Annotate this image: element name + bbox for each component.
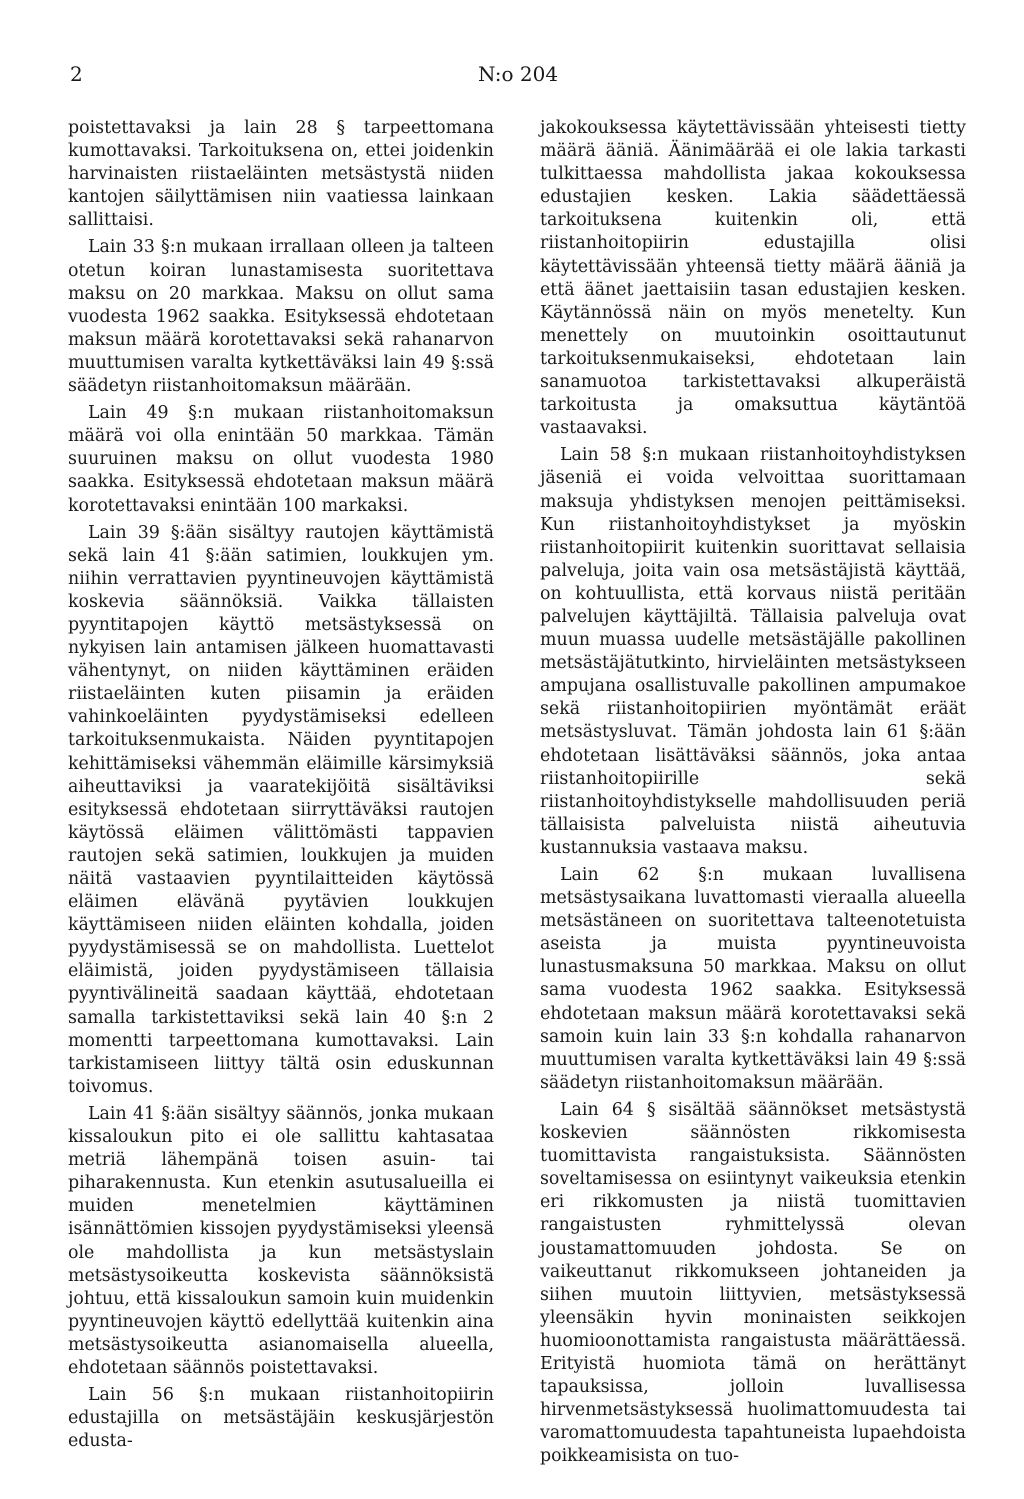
paragraph: Lain 64 § sisältää säännökset metsästystä koskevien säännösten rikkomisesta tuomittavista rangaistuksista. Säännösten soveltamisessa on esiintynyt vaikeuksia etenkin eri rikkomusten ja niistä tuomittavien rangaistusten ryhmittelyssä olevan joustamattomuuden johdosta. Se on vaikeuttanut rikkomukseen johtaneiden ja siihen muutoin liittyvien, metsästyksessä yleensäkin hyvin moninaisten seikkojen huomioonottamista rangaistusta määrättäessä. Erityistä huomiota tämä on herättänyt tapauksissa, jolloin luvallisessa hirvenmetsästyksessä huolimattomuudesta tai varomattomuudesta tapahtuneista lupaehdoista poikkeamisista on tuo- (540, 1099, 966, 1467)
paragraph: Lain 49 §:n mukaan riistanhoitomaksun määrä voi olla enintään 50 markkaa. Tämän suuruinen maksu on ollut vuodesta 1980 saakka. Esityksessä ehdotetaan maksun määrä korotettavaksi enintään 100 markaksi. (68, 403, 494, 516)
paragraph: poistettavaksi ja lain 28 § tarpeettomana kumottavaksi. Tarkoituksena on, ettei joidenkin harvinaisten riistaeläinten metsästystä niiden kantojen säilyttämisen niin vaatiessa lainkaan sallittaisi. (68, 118, 494, 231)
paragraph: jakokouksessa käytettävissään yhteisesti tietty määrä ääniä. Äänimäärää ei ole lakia tarkasti tulkittaessa mahdollista jakaa kokouksessa edustajien kesken. Lakia säädettäessä tarkoituksena kuitenkin oli, että riistanhoitopiirin edustajilla olisi käytettävissään yhteensä tietty määrä ääniä ja että äänet jaettaisiin tasan edustajien kesken. Käytännössä näin on myös menetelty. Kun menettely on muutoinkin osoittautunut tarkoituksenmukaiseksi, ehdotetaan lain sanamuotoa tarkistettavaksi alkuperäistä tarkoitusta ja omaksuttua käytäntöä vastaavaksi. (540, 118, 966, 439)
left-column (68, 117, 494, 1457)
page-number: 2 (70, 62, 83, 86)
paragraph: Lain 56 §:n mukaan riistanhoitopiirin edustajilla on metsästäjäin keskusjärjestön edusta- (68, 1385, 494, 1452)
paragraph: Lain 41 §:ään sisältyy säännös, jonka mukaan kissaloukun pito ei ole sallittu kahtasataa metriä lähempänä toisen asuin- tai piharakennusta. Kun etenkin asutusalueilla ei muiden menetelmien käyttäminen isännättömien kissojen pyydystämiseksi yleensä ole mahdollista ja kun metsästyslain metsästysoikeutta koskevista säännöksistä johtuu, että kissaloukun samoin kuin muidenkin pyyntineuvojen käyttö edellyttää kuitenkin aina metsästysoikeutta asianomaisella alueella, ehdotetaan säännös poistettavaksi. (68, 1103, 494, 1378)
paragraph: Lain 62 §:n mukaan luvallisena metsästysaikana luvattomasti vieraalla alueella metsästäneen on suoritettava talteenotetuista aseista ja muista pyyntineuvoista lunastusmaksuna 50 markkaa. Maksu on ollut sama vuodesta 1962 saakka. Esityksessä ehdotetaan maksun määrä korotettavaksi sekä samoin kuin lain 33 §:n kohdalla rahanarvon muuttumisen varalta kytkettäväksi lain 49 §:ssä säädetyn riistanhoitomaksun määrään. (540, 865, 966, 1093)
right-column (540, 117, 966, 1472)
paragraph: Lain 33 §:n mukaan irrallaan olleen ja talteen otetun koiran lunastamisesta suoritettava maksu on 20 markkaa. Maksu on ollut sama vuodesta 1962 saakka. Esityksessä ehdotetaan maksun määrä korotettavaksi sekä rahanarvon muuttumisen varalta kytkettäväksi lain 49 §:ssä säädetyn riistanhoitomaksun määrään. (68, 237, 494, 397)
document-number: N:o 204 (478, 62, 559, 86)
paragraph: Lain 58 §:n mukaan riistanhoitoyhdistyksen jäseniä ei voida velvoittaa suorittamaan maksuja yhdistyksen menojen peittämiseksi. Kun riistanhoitoyhdistykset ja myöskin riistanhoitopiirit kuitenkin suorittavat sellaisia palveluja, joita vain osa metsästäjistä käyttää, on kohtuullista, että korvaus niistä peritään palvelujen käyttäjiltä. Tällaisia palveluja ovat muun muassa uudelle metsästäjälle pakollinen metsästäjätutkinto, hirvieläinten metsästykseen ampujana osallistuvalle pakollinen ampumakoe sekä riistanhoitopiirien myöntämät eräät metsästysluvat. Tämän johdosta lain 61 §:ään ehdotetaan lisättäväksi säännös, joka antaa riistanhoitopiirille sekä riistanhoitoyhdistykselle mahdollisuuden periä tällaisista palveluista niistä aiheutuvia kustannuksia vastaava maksu. (540, 445, 966, 858)
paragraph: Lain 39 §:ään sisältyy rautojen käyttämistä sekä lain 41 §:ään satimien, loukkujen ym. niihin verrattavien pyyntineuvojen käyttämistä koskevia säännöksiä. Vaikka tällaisten pyyntitapojen käyttö metsästyksessä on nykyisen lain antamisen jälkeen huomattavasti vähentynyt, on niiden käyttäminen eräiden riistaeläinten kuten piisamin ja eräiden vahinkoeläinten pyydystämiseksi edelleen tarkoituksenmukaista. Näiden pyyntitapojen kehittämiseksi vähemmän eläimille kärsimyksiä aiheuttaviksi ja vaaratekijöitä sisältäviksi esityksessä ehdotetaan siirryttäväksi rautojen käytössä eläimen välittömästi tappavien rautojen sekä satimien, loukkujen ja muiden näitä vastaavien pyyntilaitteiden käytössä eläimen elävänä pyytävien loukkujen käyttämiseen niiden eläinten kohdalla, joiden pyydystämisessä se on mahdollista. Luettelot eläimistä, joiden pyydystämiseen tällaisia pyyntivälineitä saadaan käyttää, ehdotetaan samalla tarkistettaviksi sekä lain 40 §:n 2 momentti tarpeettomana kumottavaksi. Lain tarkistamiseen liittyy tältä osin eduskunnan toivomus. (68, 522, 494, 1097)
